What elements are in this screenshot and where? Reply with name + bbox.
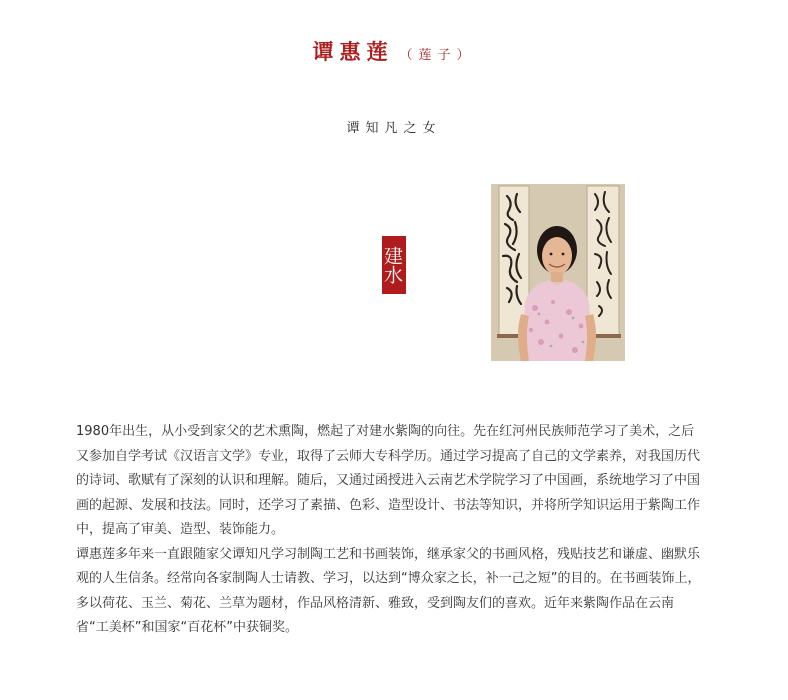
jianshui-seal: 建水 bbox=[382, 236, 406, 294]
artist-lineage: 谭知凡之女 bbox=[346, 121, 442, 136]
page-title bbox=[0, 36, 788, 66]
portrait-photo bbox=[491, 184, 625, 361]
artist-alias: （莲子） bbox=[399, 48, 476, 63]
artist-biography bbox=[76, 420, 706, 641]
biography-paragraph-career: 谭惠莲多年来一直跟随家父谭知凡学习制陶工艺和书画装饰，继承家父的书画风格，残贴技艺和谦虚、幽默乐观的人生信条。经常向各家制陶人士请教、学习，以达到“博众家之长，补一己之短”的目的。在书画装饰上，多以荷花、玉兰、菊花、兰草为题材，作品风格清新、雅致，受到陶友们的喜欢。近年来紫陶作品在云南省“工美杯”和国家“百花杯”中获铜奖。 bbox=[76, 546, 701, 635]
biography-paragraph-education: 1980年出生，从小受到家父的艺术熏陶，燃起了对建水紫陶的向往。先在红河州民族师范学习了美术，之后又参加自学考试《汉语言文学》专业，取得了云师大专科学历。通过学习提高了自己的文学素养，对我国历代的诗词、歌赋有了深刻的认识和理解。随后，又通过函授进入云南艺术学院学习了中国画，系统地学习了中国画的起源、发展和技法。同时，还学习了素描、色彩、造型设计、书法等知识，并将所学知识运用于紫陶工作中，提高了审美、造型、装饰能力。 bbox=[76, 424, 701, 537]
artist-name: 谭惠莲 bbox=[312, 40, 394, 64]
